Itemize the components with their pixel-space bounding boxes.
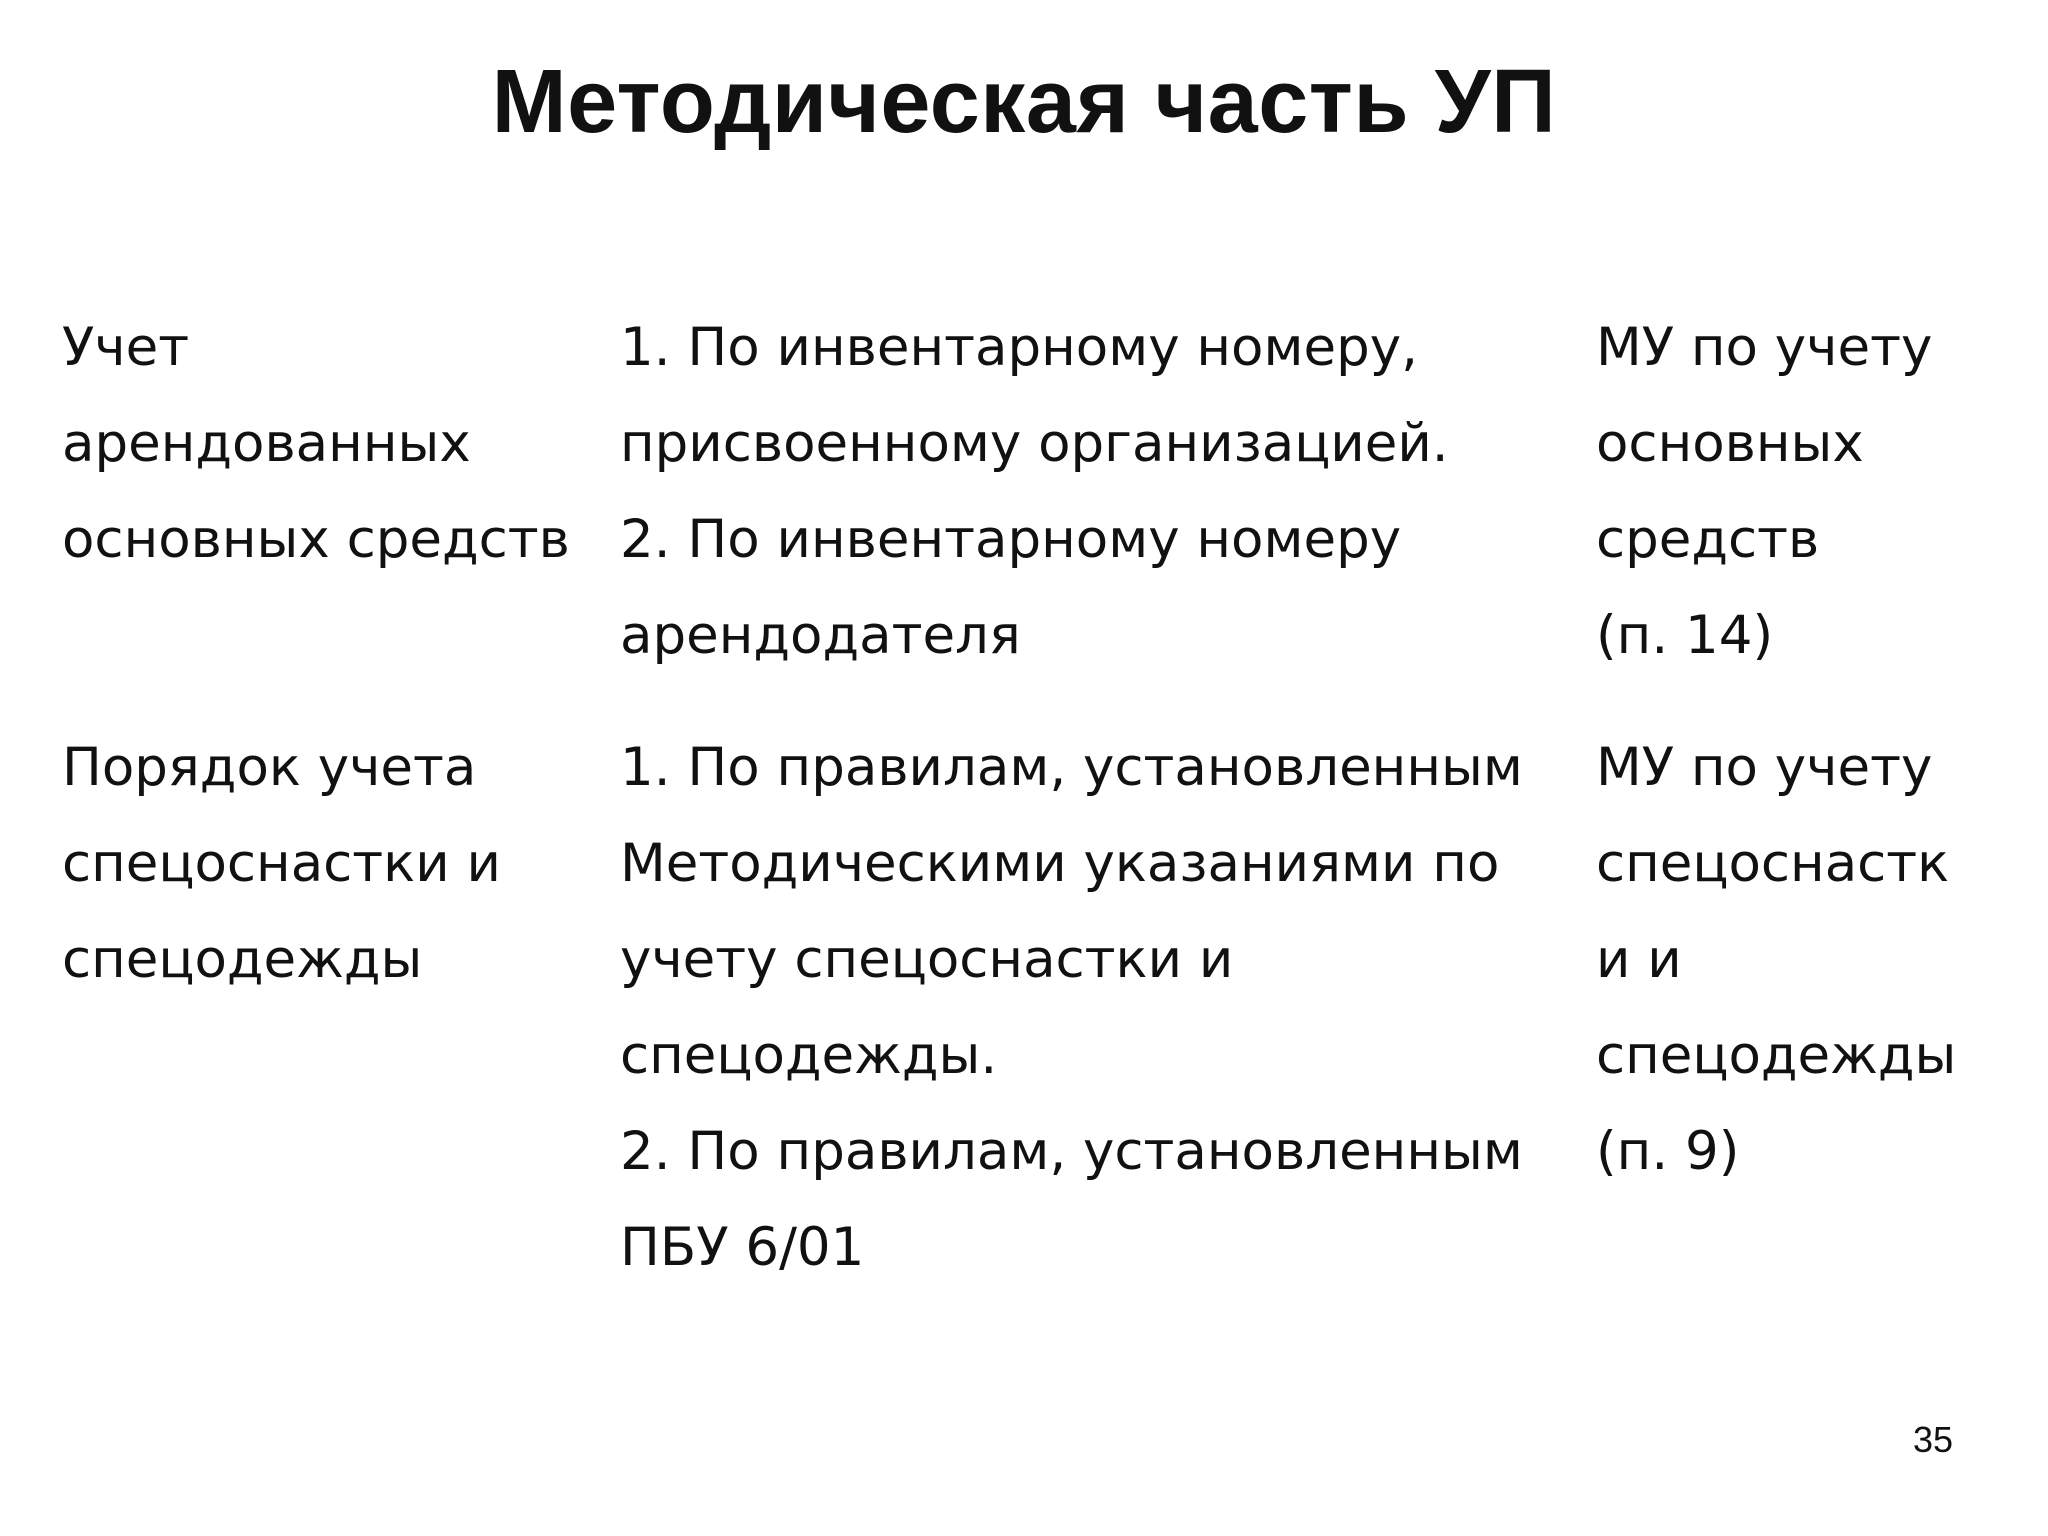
slide-title: Методическая часть УП xyxy=(491,52,1557,152)
source-cell: МУ по учету спецоснастк и и спецодежды (п. 9) xyxy=(1596,737,1957,1182)
topic-cell: Порядок учета спецоснастки и спецодежды xyxy=(62,737,501,990)
topic-cell: Учет арендованных основных средств xyxy=(62,317,570,570)
method-cell: 1. По правилам, установленным Методическими указаниями по учету спецоснастки и спецодежды. 2. По правилам, установленным ПБУ 6/01 xyxy=(620,737,1523,1278)
page-number: 35 xyxy=(1912,1419,1953,1460)
method-cell: 1. По инвентарному номеру, присвоенному организацией. 2. По инвентарному номеру арендодателя xyxy=(620,317,1449,666)
content-table xyxy=(62,300,2016,1296)
table-row xyxy=(62,300,2016,684)
source-cell: МУ по учету основных средств (п. 14) xyxy=(1596,317,1933,666)
table-row xyxy=(62,684,2016,1296)
